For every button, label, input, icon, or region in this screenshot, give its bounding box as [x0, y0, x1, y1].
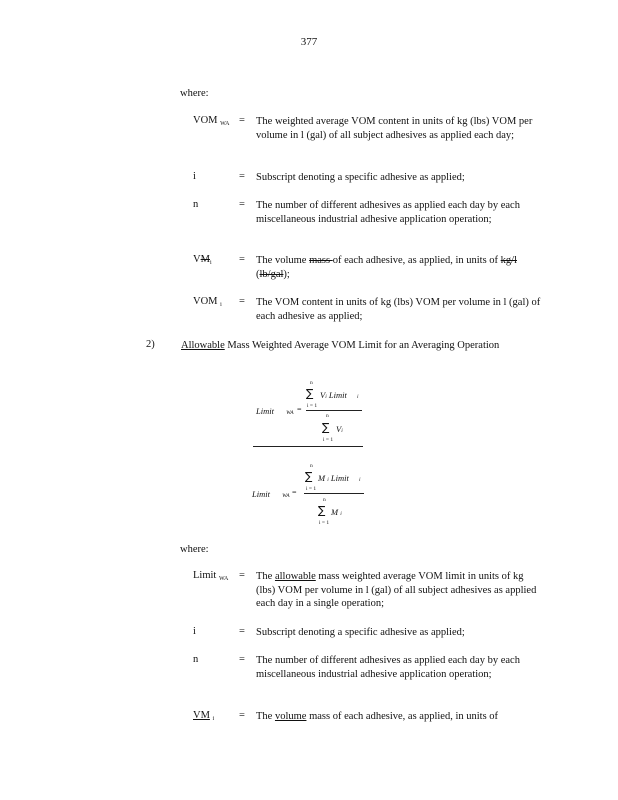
- where-label: where:: [180, 88, 209, 99]
- separator-rule: [253, 446, 363, 447]
- equals-sign: =: [239, 171, 245, 182]
- equals-sign: =: [239, 199, 245, 210]
- sum-lower-limit: i = 1: [319, 520, 330, 526]
- term-vom-i: VOM $_i$: [193, 296, 222, 308]
- formula-lhs: Limit WA: [252, 489, 290, 499]
- definition-text: The volume mass of each adhesive, as applied, in units of: [256, 711, 499, 722]
- term-i: i: [193, 626, 196, 637]
- section-number: 2): [146, 339, 155, 350]
- sum-upper-limit: n: [310, 380, 313, 386]
- term-i: i: [193, 171, 196, 182]
- sum-lower-limit: i = 1: [307, 403, 318, 409]
- definition-text: The volume mass of each adhesive, as applied, in units of kg/l (lb/gal);: [256, 255, 517, 280]
- denominator-terms: Vi: [336, 424, 343, 434]
- sum-upper-limit: n: [326, 413, 329, 419]
- term-vm-i: VM $_i$: [193, 710, 215, 722]
- numerator-terms: M i Limit i: [318, 473, 361, 483]
- definition-text: The allowable mass weighted average VOM limit in units of kg (lbs) VOM per volume in l (gal) of all subject adhesives as applied each day in a single operation;: [256, 571, 537, 609]
- equals-sign: =: [239, 570, 245, 581]
- term-n: n: [193, 654, 199, 665]
- term-vom-wa: VOM $_{WA}$: [193, 115, 230, 127]
- fraction-bar: [306, 410, 362, 411]
- numerator-terms: Vi Limit i: [320, 390, 359, 400]
- definition-text: The number of different adhesives as applied each day by each miscellaneous industrial adhesive application operation;: [256, 655, 520, 680]
- denominator-terms: M i: [331, 507, 342, 517]
- summation-sign: ∑: [318, 504, 326, 517]
- formula-lhs: Limit WA: [256, 406, 294, 416]
- summation-sign: ∑: [305, 470, 313, 483]
- term-vm-i: $VM_i$: [193, 254, 212, 266]
- equals-sign: =: [239, 254, 245, 265]
- definition-text: The number of different adhesives as applied each day by each miscellaneous industrial adhesive application operation;: [256, 200, 520, 225]
- summation-sign: ∑: [306, 387, 314, 400]
- equals-sign: =: [239, 115, 245, 126]
- term-n: n: [193, 199, 199, 210]
- summation-sign: ∑: [322, 421, 330, 434]
- definition-text: The weighted average VOM content in units of kg (lbs) VOM per volume in l (gal) of all subject adhesives as applied each day;: [256, 116, 533, 141]
- equals-sign: =: [239, 296, 245, 307]
- formula-equals: =: [297, 405, 302, 414]
- sum-upper-limit: n: [323, 497, 326, 503]
- section-title: Allowable Mass Weighted Average VOM Limit for an Averaging Operation: [181, 340, 500, 351]
- sum-lower-limit: i = 1: [306, 486, 317, 492]
- sum-upper-limit: n: [310, 463, 313, 469]
- term-limit-wa: Limit $_{WA}$: [193, 570, 229, 582]
- equals-sign: =: [239, 710, 245, 721]
- definition-text: Subscript denoting a specific adhesive as applied;: [256, 172, 465, 183]
- equals-sign: =: [239, 654, 245, 665]
- fraction-bar: [304, 493, 364, 494]
- definition-text: Subscript denoting a specific adhesive as applied;: [256, 627, 465, 638]
- page-number: 377: [300, 36, 318, 48]
- equals-sign: =: [239, 626, 245, 637]
- sum-lower-limit: i = 1: [323, 437, 334, 443]
- where-label: where:: [180, 544, 209, 555]
- definition-text: The VOM content in units of kg (lbs) VOM per volume in l (gal) of each adhesive as applied;: [256, 297, 541, 322]
- formula-equals: =: [292, 488, 297, 497]
